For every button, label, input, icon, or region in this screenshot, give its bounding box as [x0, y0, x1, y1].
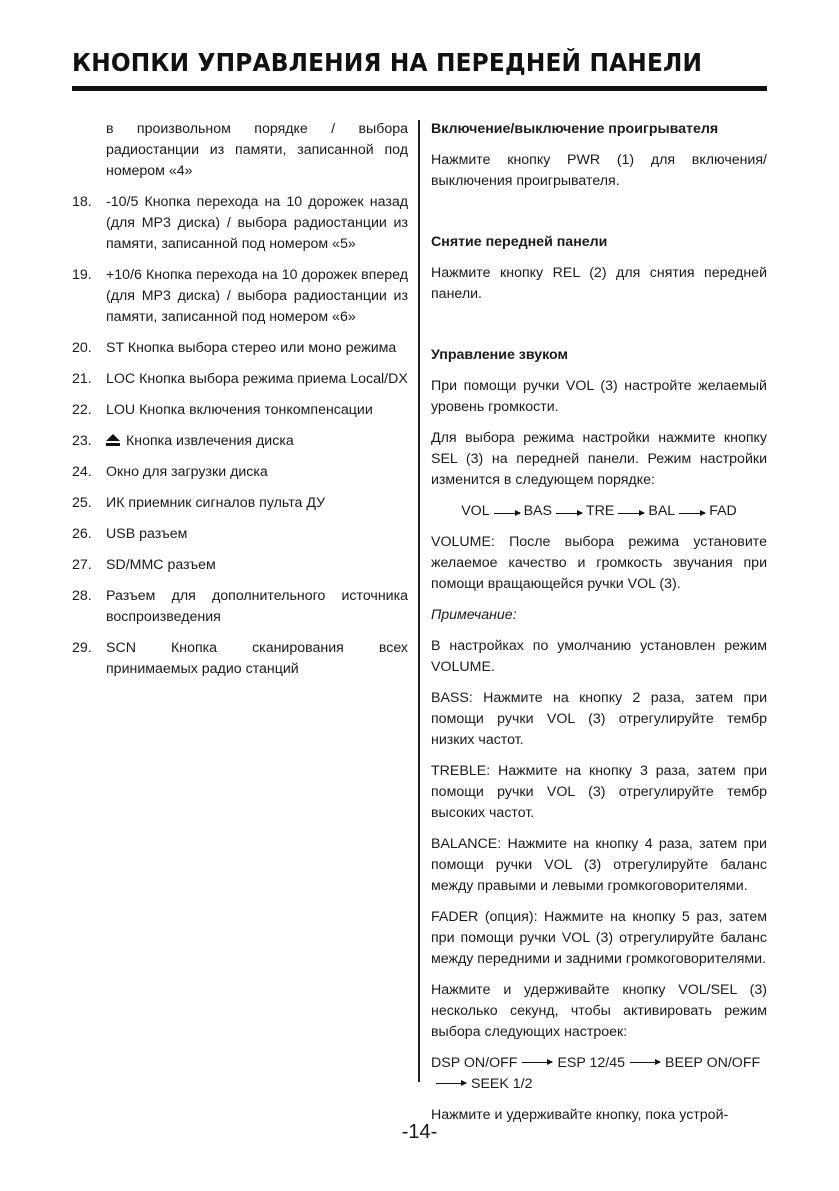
- page-number: -14-: [401, 1121, 438, 1143]
- arrow-right-icon: [494, 513, 520, 514]
- arrow-right-icon: [618, 513, 644, 514]
- list-item-number: 22.: [72, 402, 92, 418]
- list-item: [72, 431, 408, 452]
- left-column: [72, 119, 408, 690]
- paragraph: Нажмите кнопку REL (2) для снятия передней панели.: [431, 265, 767, 302]
- list-item-label: Кнопка извлечения диска: [126, 433, 294, 449]
- mode-label: VOL: [461, 503, 490, 519]
- list-item: [72, 192, 408, 255]
- list-item-number: 29.: [72, 640, 92, 656]
- list-item-number: 27.: [72, 557, 92, 573]
- list-continuation: в произвольном порядке / выбора радиостанции из памяти, записанной под номером «4»: [106, 121, 408, 179]
- eject-icon: [106, 431, 120, 452]
- arrow-right-icon: [436, 1083, 466, 1084]
- list-item-number: 21.: [72, 371, 92, 387]
- paragraph: Для выбора режима настройки нажмите кнопку SEL (3) на передней панели. Режим настройки изменится в следующем порядке:: [431, 430, 767, 488]
- list-item-number: 26.: [72, 526, 92, 542]
- setting-label: DSP ON/OFF: [431, 1055, 518, 1071]
- list-item-number: 28.: [72, 588, 92, 604]
- settings-sequence: [431, 1053, 767, 1095]
- paragraph: BASS: Нажмите на кнопку 2 раза, затем при помощи ручки VOL (3) отрегулируйте тембр низких частот.: [431, 690, 767, 748]
- paragraph: BALANCE: Нажмите на кнопку 4 раза, затем при помощи ручки VOL (3) отрегулируйте баланс между правыми и левыми громкоговорителями.: [431, 836, 767, 894]
- list-item-text: -10/5 Кнопка перехода на 10 дорожек назад (для MP3 диска) / выбора радиостанции из памяти, записанной под номером «5»: [106, 194, 408, 252]
- list-item-text: SD/MMC разъем: [106, 557, 216, 573]
- arrow-right-icon: [556, 513, 582, 514]
- list-item: [72, 555, 408, 576]
- section-heading-panel: Снятие передней панели: [431, 234, 608, 250]
- list-item-text: SCN Кнопка сканирования всех принимаемых радио станций: [106, 640, 408, 677]
- paragraph: VOLUME: После выбора режима установите желаемое качество и громкость звучания при помощи вращающейся ручки VOL (3).: [431, 534, 767, 592]
- paragraph: FADER (опция): Нажмите на кнопку 5 раз, затем при помощи ручки VOL (3) отрегулируйте баланс между передними и задними громкоговорителями.: [431, 909, 767, 967]
- setting-label: SEEK 1/2: [471, 1076, 533, 1092]
- list-item: [72, 586, 408, 628]
- list-item-text: Разъем для дополнительного источника воспроизведения: [106, 588, 408, 625]
- list-item-text: Окно для загрузки диска: [106, 464, 268, 480]
- arrow-right-icon: [630, 1062, 660, 1063]
- paragraph: Нажмите и удерживайте кнопку VOL/SEL (3) несколько секунд, чтобы активировать режим выбора следующих настроек:: [431, 982, 767, 1040]
- title-rule: [72, 86, 767, 91]
- section-heading-sound: Управление звуком: [431, 347, 568, 363]
- list-item-number: 20.: [72, 340, 92, 356]
- list-item: [72, 524, 408, 545]
- mode-label: BAL: [648, 503, 676, 519]
- note-label: Примечание:: [431, 607, 517, 623]
- list-item: [72, 369, 408, 390]
- numbered-list: [72, 192, 408, 680]
- paragraph: Нажмите кнопку PWR (1) для включения/выключения проигрывателя.: [431, 152, 767, 189]
- list-item: [72, 493, 408, 514]
- column-divider: [418, 120, 420, 1082]
- list-item-number: 23.: [72, 433, 92, 449]
- mode-label: TRE: [585, 503, 615, 519]
- mode-sequence: [431, 501, 767, 522]
- list-item-text: USB разъем: [106, 526, 188, 542]
- mode-label: BAS: [523, 503, 552, 519]
- paragraph: TREBLE: Нажмите на кнопку 3 раза, затем при помощи ручки VOL (3) отрегулируйте тембр высоких частот.: [431, 763, 767, 821]
- list-item-number: 19.: [72, 267, 92, 283]
- setting-label: BEEP ON/OFF: [665, 1055, 761, 1071]
- page-title: КНОПКИ УПРАВЛЕНИЯ НА ПЕРЕДНЕЙ ПАНЕЛИ: [72, 48, 703, 77]
- list-item-text: ИК приемник сигналов пульта ДУ: [106, 495, 326, 511]
- arrow-right-icon: [522, 1062, 552, 1063]
- list-item-text: [106, 431, 408, 452]
- right-column: [431, 119, 767, 1136]
- section-heading-power: Включение/выключение проигрывателя: [431, 121, 719, 137]
- paragraph: Нажмите и удерживайте кнопку, пока устрой-: [431, 1107, 729, 1123]
- mode-label: FAD: [709, 503, 737, 519]
- list-item-text: +10/6 Кнопка перехода на 10 дорожек вперед (для MP3 диска) / выбора радиостанции из памяти, записанной под номером «6»: [106, 267, 408, 325]
- list-item: [72, 462, 408, 483]
- list-item-number: 25.: [72, 495, 92, 511]
- list-item: [72, 338, 408, 359]
- list-item-text: LOC Кнопка выбора режима приема Local/DX: [106, 371, 408, 387]
- list-item: [72, 400, 408, 421]
- setting-label: ESP 12/45: [557, 1055, 626, 1071]
- list-item: [72, 265, 408, 328]
- list-item-number: 24.: [72, 464, 92, 480]
- list-item-text: LOU Кнопка включения тонкомпенсации: [106, 402, 373, 418]
- paragraph: При помощи ручки VOL (3) настройте желаемый уровень громкости.: [431, 378, 767, 415]
- list-item: [72, 638, 408, 680]
- arrow-right-icon: [679, 513, 705, 514]
- list-item-text: ST Кнопка выбора стерео или моно режима: [106, 340, 397, 356]
- paragraph: В настройках по умолчанию установлен режим VOLUME.: [431, 638, 767, 675]
- list-item-number: 18.: [72, 194, 92, 210]
